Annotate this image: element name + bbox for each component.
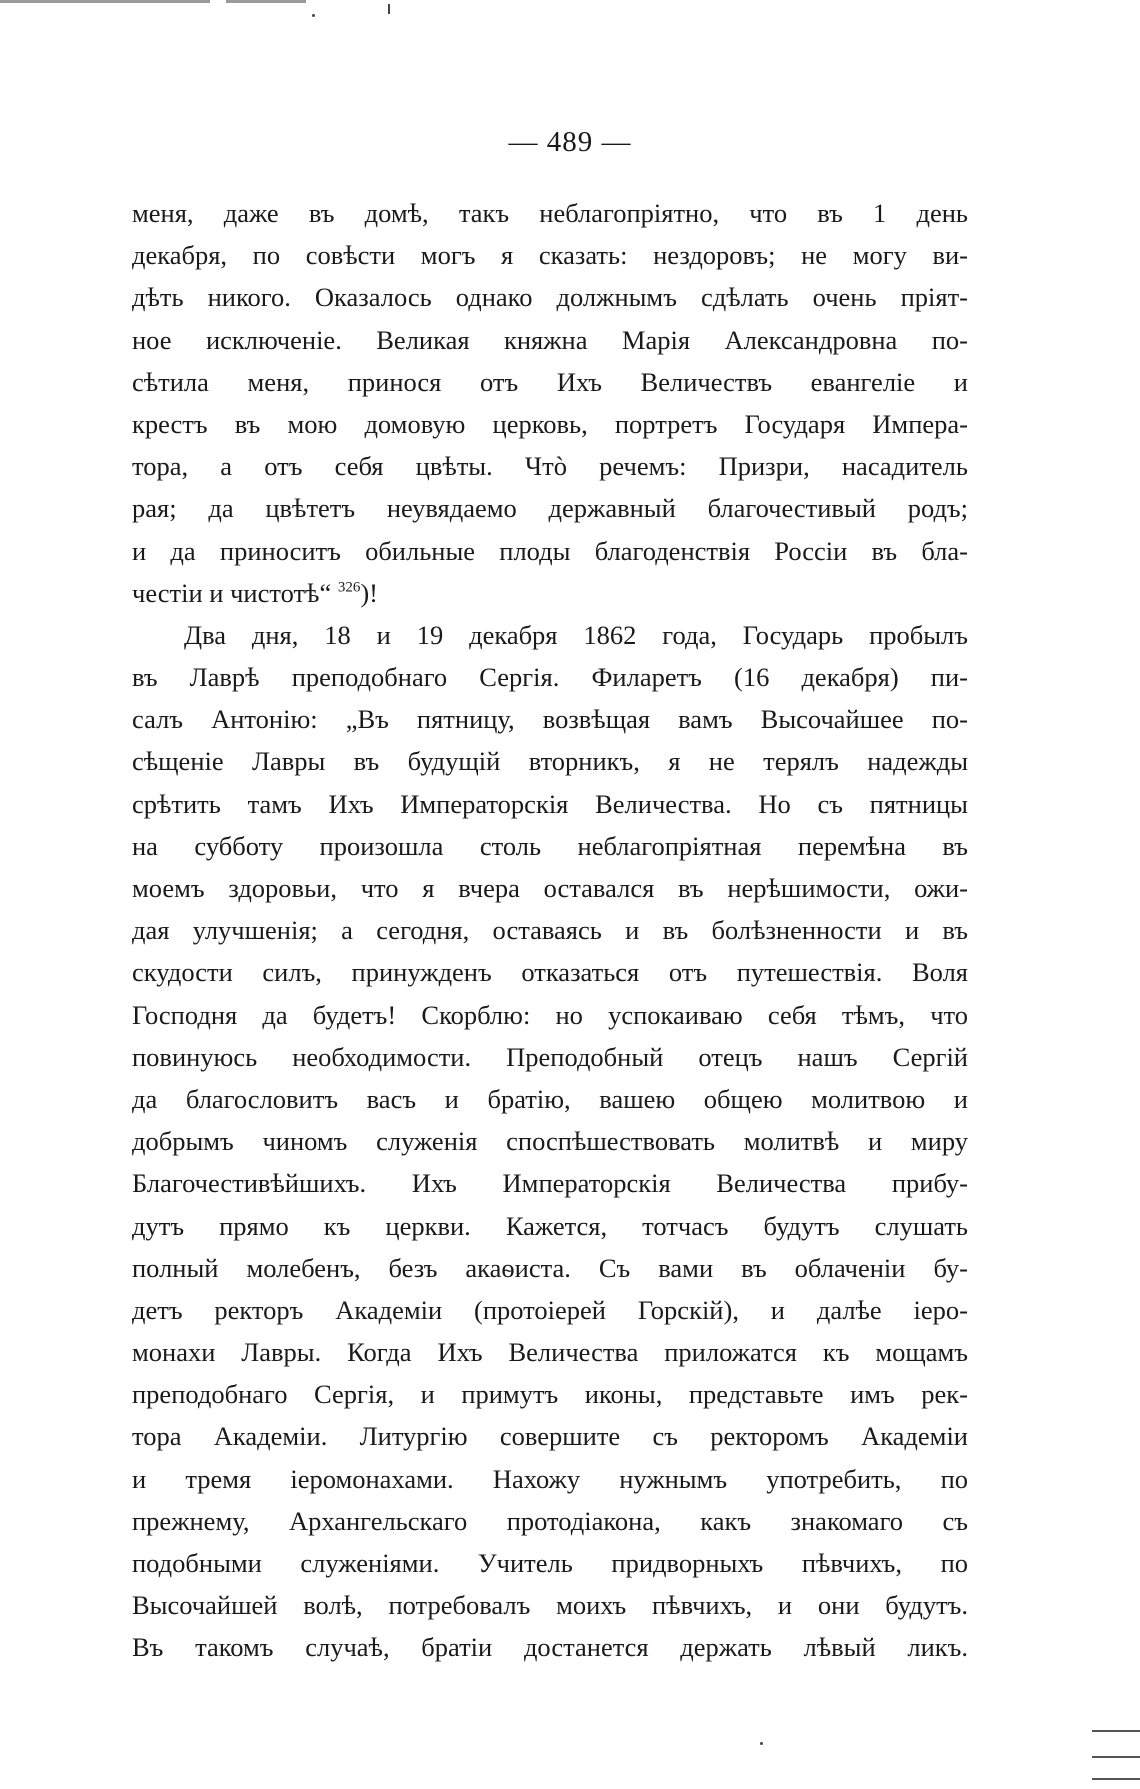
text-line: Высочайшей волѣ, потребовалъ моихъ пѣвчихъ, и они будутъ.	[132, 1590, 968, 1621]
text-line: Господня да будетъ! Скорблю: но успокаиваю себя тѣмъ, что	[132, 999, 968, 1030]
scan-edge-mark	[1092, 1730, 1140, 1732]
text-line: въ Лаврѣ преподобнаго Сергія. Филаретъ (16 декабря) пи-	[132, 662, 968, 693]
scan-edge-mark	[1092, 1778, 1140, 1780]
text-line: тора Академіи. Литургію совершите съ ректоромъ Академіи	[132, 1421, 968, 1452]
text-line: Два дня, 18 и 19 декабря 1862 года, Государь пробылъ	[184, 619, 968, 650]
text-line: сѣщеніе Лавры въ будущій вторникъ, я не терялъ надежды	[132, 746, 968, 777]
text-line: детъ ректоръ Академіи (протоіерей Горскій), и далѣе іеро-	[132, 1294, 968, 1325]
text-line: преподобнаго Сергія, и примутъ иконы, представьте имъ рек-	[132, 1379, 968, 1410]
text-line-last	[132, 572, 968, 614]
text-line: рая; да цвѣтетъ неувядаемо державный благочестивый родъ;	[132, 493, 968, 524]
text-line: крестъ въ мою домовую церковь, портретъ Государя Импера-	[132, 408, 968, 439]
text-line: и тремя іеромонахами. Нахожу нужнымъ употребить, по	[132, 1463, 968, 1494]
top-edge-rule	[226, 0, 306, 3]
footnote-marker: 326	[337, 579, 361, 596]
text-line: меня, даже въ домѣ, такъ неблагопріятно, что въ 1 день	[132, 198, 968, 228]
text-line: салъ Антонію: „Въ пятницу, возвѣщая вамъ Высочайшее по-	[132, 704, 968, 735]
print-speck	[388, 4, 390, 14]
text-line: на субботу произошла столь неблагопріятная перемѣна въ	[132, 830, 968, 861]
text-line: и да приноситъ обильные плоды благоденствія Россіи въ бла-	[132, 535, 968, 566]
closing-tail: )!	[360, 577, 378, 608]
top-edge-rule	[0, 0, 210, 3]
text-line: повинуюсь необходимости. Преподобный отецъ нашъ Сергій	[132, 1041, 968, 1072]
text-line: моемъ здоровьи, что я вчера оставался въ нерѣшимости, ожи-	[132, 873, 968, 903]
closing-text: честіи и чистотѣ“	[132, 577, 332, 608]
text-line: Въ такомъ случаѣ, братіи достанется держать лѣвый ликъ.	[132, 1632, 968, 1663]
body-text	[132, 192, 968, 1669]
print-speck	[312, 14, 315, 17]
print-speck	[760, 1742, 763, 1745]
text-line: дѣть никого. Оказалось однако должнымъ сдѣлать очень пріят-	[132, 282, 968, 313]
text-line: ное исключеніе. Великая княжна Марія Александровна по-	[132, 324, 968, 355]
text-line: тора, а отъ себя цвѣты. Чтò речемъ: Призри, насадитель	[132, 451, 968, 482]
scan-edge-mark	[1092, 1756, 1140, 1758]
text-line: срѣтить тамъ Ихъ Императорскія Величества. Но съ пятницы	[132, 788, 968, 819]
text-line: полный молебенъ, безъ акаѳиста. Съ вами въ облаченіи бу-	[132, 1252, 968, 1283]
page-number: — 489 —	[508, 126, 632, 158]
text-line: дая улучшенія; а сегодня, оставаясь и въ болѣзненности и въ	[132, 915, 968, 946]
text-line: сѣтила меня, принося отъ Ихъ Величествъ евангеліе и	[132, 366, 968, 397]
text-line: дутъ прямо къ церкви. Кажется, тотчасъ будутъ слушать	[132, 1210, 968, 1241]
text-line: скудости силъ, принужденъ отказаться отъ путешествія. Воля	[132, 957, 968, 988]
text-line: подобными служеніями. Учитель придворныхъ пѣвчихъ, по	[132, 1548, 968, 1578]
text-line: добрымъ чиномъ служенія споспѣшествовать молитвѣ и миру	[132, 1126, 968, 1157]
text-line: монахи Лавры. Когда Ихъ Величества приложатся къ мощамъ	[132, 1337, 968, 1368]
text-line: да благословитъ васъ и братію, вашею общею молитвою и	[132, 1083, 968, 1114]
text-line: Благочестивѣйшихъ. Ихъ Императорскія Величества прибу-	[132, 1168, 968, 1199]
text-line: декабря, по совѣсти могъ я сказать: нездоровъ; не могу ви-	[132, 240, 968, 271]
text-line: прежнему, Архангельскаго протодіакона, какъ знакомаго съ	[132, 1505, 968, 1536]
